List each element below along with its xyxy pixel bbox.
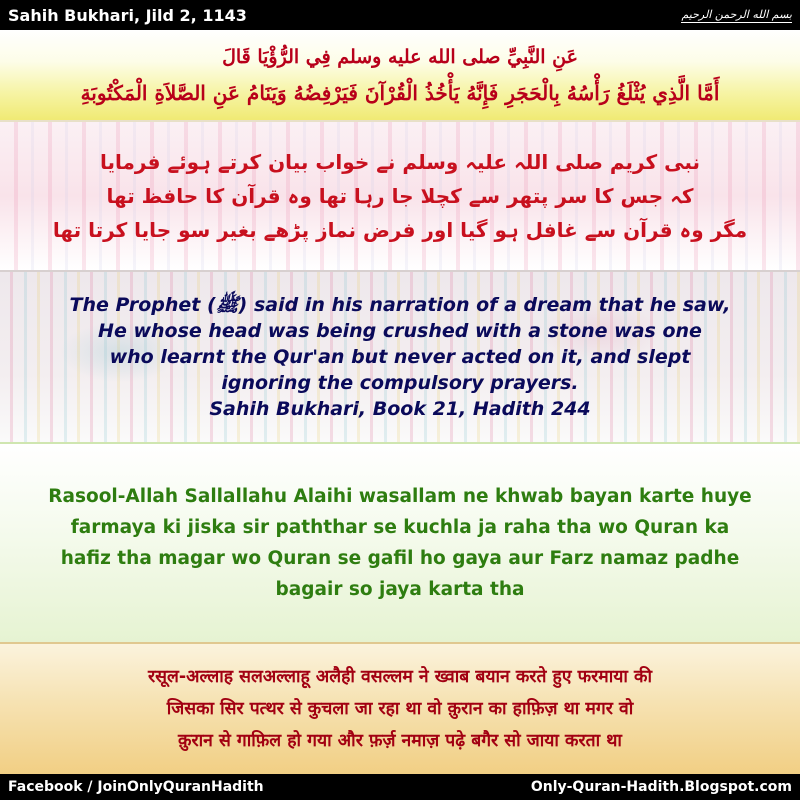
hindi-line-1: रसूल-अल्लाह सलअल्लाहू अलैही वसल्लम ने ख्वाब बयान करते हुए फरमाया की bbox=[148, 667, 652, 687]
arabic-line-2: أَمَّا الَّذِي يُثْلَغُ رَأْسُهُ بِالْحَجَرِ فَإِنَّهُ يَأْخُذُ الْقُرْآنَ فَيَرْفِضُهُ وَيَنَامُ عَنِ الصَّلاَةِ الْمَكْتُوبَةِ bbox=[80, 81, 720, 105]
english-line-2: He whose head was being crushed with a stone was one bbox=[98, 320, 702, 342]
roman-line-3: hafiz tha magar wo Quran se gafil ho gaya aur Farz namaz padhe bbox=[60, 548, 740, 569]
urdu-line-2: کہ جس کا سر پتھر سے کچلا جا رہا تھا وہ قرآن کا حافظ تھا bbox=[106, 184, 694, 208]
bismillah-calligraphy: بسم الله الرحمن الرحيم bbox=[681, 7, 792, 21]
urdu-line-1: نبی کریم صلی اللہ علیہ وسلم نے خواب بیان کرتے ہوئے فرمایا bbox=[99, 150, 701, 174]
english-section bbox=[0, 270, 800, 442]
footer-bar bbox=[0, 774, 800, 800]
urdu-line-3: مگر وہ قرآن سے غافل ہو گیا اور فرض نماز پڑھے بغیر سو جایا کرتا تھا bbox=[52, 218, 748, 242]
hindi-line-2: जिसका सिर पत्थर से कुचला जा रहा था वो क़ुरान का हाफ़िज़ था मगर वो bbox=[166, 699, 634, 719]
hadith-reference: Sahih Bukhari, Book 21, Hadith 244 bbox=[209, 398, 591, 420]
english-line-1: The Prophet (ﷺ) said in his narration of a dream that he saw, bbox=[69, 294, 731, 316]
page-title: Sahih Bukhari, Jild 2, 1143 bbox=[8, 5, 247, 25]
hindi-section bbox=[0, 642, 800, 774]
roman-line-1: Rasool-Allah Sallallahu Alaihi wasallam ne khwab bayan karte huye bbox=[48, 486, 752, 507]
arabic-line-1: عَنِ النَّبِيِّ صلى الله عليه وسلم فِي الرُّؤْيَا قَالَ bbox=[222, 46, 578, 68]
arabic-section bbox=[0, 30, 800, 120]
blog-link[interactable]: Only-Quran-Hadith.Blogspot.com bbox=[530, 779, 792, 795]
header-bar bbox=[0, 0, 800, 30]
roman-urdu-section bbox=[0, 442, 800, 642]
english-line-4: ignoring the compulsory prayers. bbox=[221, 372, 579, 394]
facebook-link[interactable]: Facebook / JoinOnlyQuranHadith bbox=[8, 779, 264, 795]
english-line-3: who learnt the Qur'an but never acted on it, and slept bbox=[109, 346, 691, 368]
urdu-section bbox=[0, 120, 800, 270]
hindi-line-3: क़ुरान से गाफ़िल हो गया और फ़र्ज़ नमाज़ पढ़े बगैर सो जाया करता था bbox=[178, 731, 622, 751]
roman-line-4: bagair so jaya karta tha bbox=[275, 579, 525, 600]
roman-line-2: farmaya ki jiska sir paththar se kuchla ja raha tha wo Quran ka bbox=[70, 517, 730, 538]
